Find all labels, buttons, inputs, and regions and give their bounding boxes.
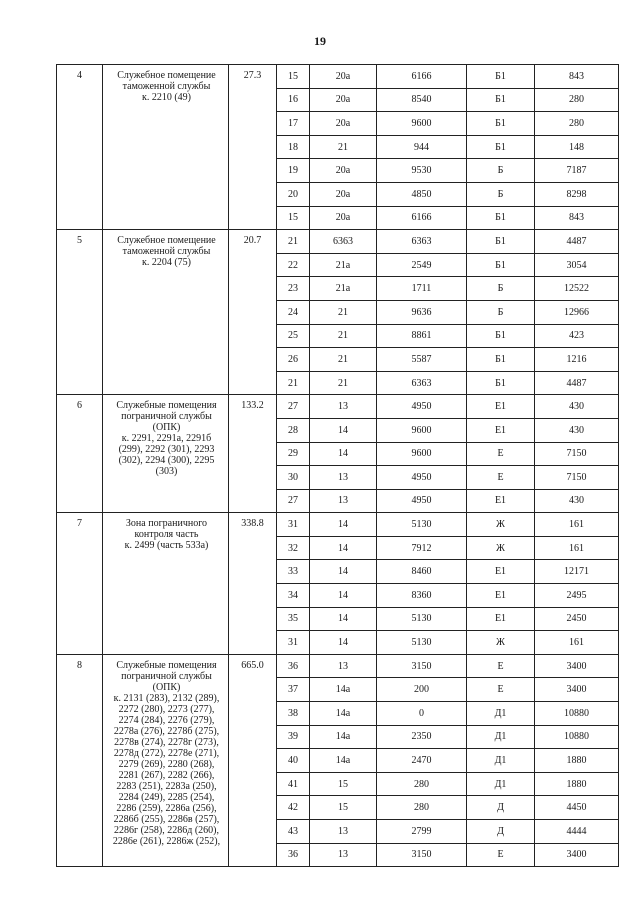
category-code: Е1 (467, 560, 535, 584)
result-value: 1216 (535, 348, 619, 372)
point-number: 27 (277, 489, 310, 513)
description-line: пограничной службы (121, 670, 212, 682)
category-code: Б (467, 182, 535, 206)
distance-value: 6166 (377, 65, 467, 89)
distance-value: 5130 (377, 607, 467, 631)
result-value: 12966 (535, 300, 619, 324)
group-description (103, 395, 229, 513)
result-value: 3400 (535, 843, 619, 867)
point-number: 42 (277, 796, 310, 820)
distance-value: 9600 (377, 442, 467, 466)
group-number: 8 (57, 654, 103, 866)
result-value: 430 (535, 395, 619, 419)
result-value: 843 (535, 206, 619, 230)
category-code: Е (467, 442, 535, 466)
route-value: 21 (310, 300, 377, 324)
result-value: 4450 (535, 796, 619, 820)
result-value: 7187 (535, 159, 619, 183)
route-value: 13 (310, 395, 377, 419)
result-value: 4444 (535, 820, 619, 844)
description-line: к. 2131 (283), 2132 (289), (113, 692, 220, 704)
table-row (57, 513, 619, 537)
distance-value: 3150 (377, 654, 467, 678)
group-area: 338.8 (229, 513, 277, 655)
description-line: 2272 (280), 2273 (277), (118, 703, 215, 715)
description-line: к. 2291, 2291а, 2291б (121, 433, 212, 445)
point-number: 31 (277, 513, 310, 537)
point-number: 41 (277, 772, 310, 796)
table-row (57, 395, 619, 419)
category-code: Е (467, 466, 535, 490)
group-number: 4 (57, 65, 103, 230)
distance-value: 3150 (377, 843, 467, 867)
point-number: 18 (277, 135, 310, 159)
category-code: Е1 (467, 584, 535, 608)
distance-value: 8360 (377, 584, 467, 608)
result-value: 7150 (535, 466, 619, 490)
group-area: 133.2 (229, 395, 277, 513)
category-code: Е1 (467, 418, 535, 442)
result-value: 161 (535, 513, 619, 537)
route-value: 14 (310, 560, 377, 584)
category-code: Б1 (467, 371, 535, 395)
point-number: 23 (277, 277, 310, 301)
description-line: 2279 (269), 2280 (268), (118, 758, 215, 770)
route-value: 14 (310, 631, 377, 655)
route-value: 14 (310, 607, 377, 631)
result-value: 280 (535, 112, 619, 136)
category-code: Е (467, 843, 535, 867)
group-description (103, 65, 229, 230)
point-number: 32 (277, 536, 310, 560)
distance-value: 5130 (377, 631, 467, 655)
category-code: Б1 (467, 206, 535, 230)
description-line: пограничной службы (121, 411, 212, 423)
result-value: 430 (535, 418, 619, 442)
result-value: 843 (535, 65, 619, 89)
point-number: 40 (277, 749, 310, 773)
distance-value: 6166 (377, 206, 467, 230)
route-value: 14 (310, 442, 377, 466)
point-number: 21 (277, 230, 310, 254)
description-line: (303) (155, 466, 178, 478)
route-value: 14а (310, 749, 377, 773)
category-code: Д1 (467, 725, 535, 749)
result-value: 3054 (535, 253, 619, 277)
category-code: Е (467, 678, 535, 702)
group-area: 665.0 (229, 654, 277, 866)
description-line: таможенной службы (122, 81, 211, 92)
point-number: 31 (277, 631, 310, 655)
page-number: 19 (314, 34, 326, 48)
point-number: 35 (277, 607, 310, 631)
route-value: 14 (310, 513, 377, 537)
description-line: (ОПК) (152, 681, 181, 693)
distance-value: 8861 (377, 324, 467, 348)
route-value: 20а (310, 112, 377, 136)
route-value: 6363 (310, 230, 377, 254)
category-code: Б1 (467, 348, 535, 372)
description-line: Служебные помещения (116, 659, 217, 671)
description-line: 2286г (258), 2286д (260), (113, 824, 219, 836)
point-number: 26 (277, 348, 310, 372)
point-number: 39 (277, 725, 310, 749)
route-value: 14 (310, 536, 377, 560)
result-value: 430 (535, 489, 619, 513)
route-value: 13 (310, 489, 377, 513)
group-description (103, 513, 229, 655)
distance-value: 4950 (377, 489, 467, 513)
category-code: Д1 (467, 749, 535, 773)
table-row (57, 230, 619, 254)
category-code: Е1 (467, 607, 535, 631)
description-line: (299), 2292 (301), 2293 (118, 444, 215, 456)
route-value: 21а (310, 277, 377, 301)
result-value: 12171 (535, 560, 619, 584)
point-number: 37 (277, 678, 310, 702)
point-number: 29 (277, 442, 310, 466)
category-code: Д1 (467, 772, 535, 796)
distance-value: 944 (377, 135, 467, 159)
route-value: 21 (310, 324, 377, 348)
group-description (103, 230, 229, 395)
category-code: Ж (467, 513, 535, 537)
point-number: 19 (277, 159, 310, 183)
result-value: 3400 (535, 654, 619, 678)
description-line: Служебное помещение (117, 235, 216, 247)
table-row (57, 65, 619, 89)
category-code: Д (467, 820, 535, 844)
point-number: 15 (277, 206, 310, 230)
distance-value: 8540 (377, 88, 467, 112)
route-value: 14а (310, 702, 377, 726)
point-number: 27 (277, 395, 310, 419)
route-value: 21 (310, 348, 377, 372)
category-code: Б1 (467, 230, 535, 254)
route-value: 14а (310, 725, 377, 749)
description-line: к. 2499 (часть 533а) (124, 540, 209, 552)
category-code: Б1 (467, 65, 535, 89)
description-line: 2286е (261), 2286ж (252), (112, 835, 221, 847)
route-value: 14 (310, 418, 377, 442)
table-row (57, 654, 619, 678)
category-code: Б1 (467, 135, 535, 159)
description-line: 2281 (267), 2282 (266), (118, 769, 215, 781)
category-code: Б (467, 277, 535, 301)
distance-value: 5587 (377, 348, 467, 372)
result-value: 161 (535, 631, 619, 655)
distance-value: 2799 (377, 820, 467, 844)
route-value: 21 (310, 371, 377, 395)
category-code: Ж (467, 536, 535, 560)
result-value: 4487 (535, 371, 619, 395)
distance-value: 280 (377, 772, 467, 796)
description-line: Служебные помещения (116, 400, 217, 412)
route-value: 21а (310, 253, 377, 277)
group-area: 20.7 (229, 230, 277, 395)
route-value: 15 (310, 796, 377, 820)
route-value: 13 (310, 466, 377, 490)
point-number: 43 (277, 820, 310, 844)
route-value: 20а (310, 88, 377, 112)
distance-value: 9530 (377, 159, 467, 183)
point-number: 15 (277, 65, 310, 89)
description-line: 2278в (274), 2278г (273), (114, 736, 219, 748)
distance-value: 2350 (377, 725, 467, 749)
result-value: 1880 (535, 749, 619, 773)
description-line: (ОПК) (152, 422, 181, 434)
distance-value: 4850 (377, 182, 467, 206)
point-number: 28 (277, 418, 310, 442)
route-value: 13 (310, 654, 377, 678)
description-line: 2274 (284), 2276 (279), (118, 714, 215, 726)
route-value: 21 (310, 135, 377, 159)
distance-value: 0 (377, 702, 467, 726)
description-line: 2278д (272), 2278е (271), (113, 747, 220, 759)
category-code: Б (467, 300, 535, 324)
route-value: 20а (310, 182, 377, 206)
point-number: 38 (277, 702, 310, 726)
result-value: 1880 (535, 772, 619, 796)
category-code: Е (467, 654, 535, 678)
group-number: 6 (57, 395, 103, 513)
route-value: 13 (310, 843, 377, 867)
result-value: 4487 (535, 230, 619, 254)
route-value: 20а (310, 159, 377, 183)
category-code: Б1 (467, 88, 535, 112)
distance-value: 4950 (377, 466, 467, 490)
point-number: 30 (277, 466, 310, 490)
description-line: 2283 (251), 2283а (250), (116, 780, 217, 792)
description-line: таможенной службы (122, 246, 211, 258)
point-number: 17 (277, 112, 310, 136)
result-value: 10880 (535, 702, 619, 726)
description-line: 2284 (249), 2285 (254), (118, 791, 215, 803)
point-number: 16 (277, 88, 310, 112)
description-line: контроля часть (134, 529, 199, 541)
distance-value: 8460 (377, 560, 467, 584)
category-code: Е1 (467, 489, 535, 513)
result-value: 148 (535, 135, 619, 159)
document-table (56, 64, 619, 867)
distance-value: 6363 (377, 371, 467, 395)
category-code: Ж (467, 631, 535, 655)
distance-value: 9636 (377, 300, 467, 324)
description-line: к. 2204 (75) (141, 257, 192, 269)
route-value: 20а (310, 65, 377, 89)
distance-value: 9600 (377, 418, 467, 442)
distance-value: 7912 (377, 536, 467, 560)
description-line: (302), 2294 (300), 2295 (118, 455, 215, 467)
distance-value: 280 (377, 796, 467, 820)
result-value: 280 (535, 88, 619, 112)
route-value: 14 (310, 584, 377, 608)
description-line: Служебное помещение (117, 70, 216, 81)
result-value: 10880 (535, 725, 619, 749)
point-number: 24 (277, 300, 310, 324)
distance-value: 4950 (377, 395, 467, 419)
group-number: 5 (57, 230, 103, 395)
distance-value: 9600 (377, 112, 467, 136)
distance-value: 2549 (377, 253, 467, 277)
category-code: Д (467, 796, 535, 820)
category-code: Д1 (467, 702, 535, 726)
point-number: 21 (277, 371, 310, 395)
description-line: 2278а (276), 2278б (275), (113, 725, 220, 737)
group-number: 7 (57, 513, 103, 655)
category-code: Б (467, 159, 535, 183)
distance-value: 2470 (377, 749, 467, 773)
description-line: Зона пограничного (125, 518, 208, 530)
point-number: 22 (277, 253, 310, 277)
description-line: к. 2210 (49) (141, 92, 192, 103)
result-value: 3400 (535, 678, 619, 702)
description-line: 2286 (259), 2286а (256), (116, 802, 217, 814)
point-number: 36 (277, 843, 310, 867)
distance-value: 5130 (377, 513, 467, 537)
result-value: 8298 (535, 182, 619, 206)
description-line: 2286б (255), 2286в (257), (113, 813, 220, 825)
point-number: 34 (277, 584, 310, 608)
category-code: Б1 (467, 112, 535, 136)
result-value: 12522 (535, 277, 619, 301)
point-number: 33 (277, 560, 310, 584)
route-value: 14а (310, 678, 377, 702)
result-value: 161 (535, 536, 619, 560)
distance-value: 200 (377, 678, 467, 702)
group-area: 27.3 (229, 65, 277, 230)
result-value: 2450 (535, 607, 619, 631)
point-number: 20 (277, 182, 310, 206)
point-number: 36 (277, 654, 310, 678)
category-code: Е1 (467, 395, 535, 419)
distance-value: 1711 (377, 277, 467, 301)
group-description (103, 654, 229, 866)
route-value: 20а (310, 206, 377, 230)
route-value: 13 (310, 820, 377, 844)
category-code: Б1 (467, 253, 535, 277)
point-number: 25 (277, 324, 310, 348)
result-value: 2495 (535, 584, 619, 608)
category-code: Б1 (467, 324, 535, 348)
route-value: 15 (310, 772, 377, 796)
result-value: 7150 (535, 442, 619, 466)
result-value: 423 (535, 324, 619, 348)
distance-value: 6363 (377, 230, 467, 254)
